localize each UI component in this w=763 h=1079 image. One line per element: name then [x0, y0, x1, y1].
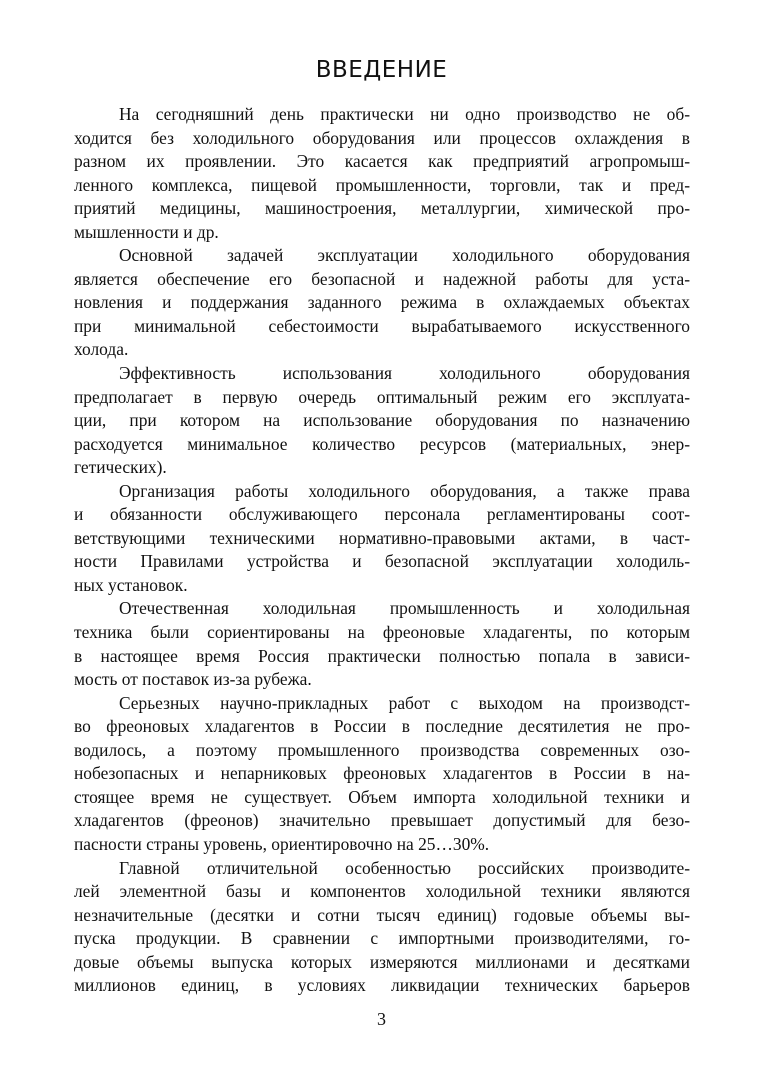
paragraph — [74, 857, 690, 998]
paragraph-line: новления и поддержания заданного режима в охлаждаемых объектах — [74, 292, 690, 313]
paragraph — [74, 480, 690, 598]
paragraph-line: Главной отличительной особенностью российских производите- — [119, 857, 690, 878]
paragraph — [74, 362, 690, 480]
paragraph-line: во фреоновых хладагентов в России в последние десятилетия не про- — [74, 716, 690, 737]
paragraph-line: расходуется минимальное количество ресурсов (материальных, энер- — [74, 433, 690, 454]
paragraph-line: Основной задачей эксплуатации холодильного оборудования — [119, 245, 690, 266]
paragraph-line: Эффективность использования холодильного оборудования — [119, 363, 690, 384]
page-title: ВВЕДЕНИЕ — [315, 57, 448, 83]
paragraph-line: предполагает в первую очередь оптимальный режим его эксплуата- — [74, 386, 690, 407]
paragraph-line: стоящее время не существует. Объем импорта холодильной техники и — [74, 786, 690, 807]
paragraph-line: ных установок. — [74, 574, 188, 595]
paragraph-line: холода. — [74, 339, 129, 360]
paragraph-line: приятий медицины, машиностроения, металлургии, химической про- — [74, 198, 690, 219]
paragraph-line: ности Правилами устройства и безопасной эксплуатации холодиль- — [74, 551, 690, 572]
paragraph-line: Серьезных научно-прикладных работ с выходом на производст- — [119, 692, 690, 713]
paragraph — [74, 692, 690, 857]
paragraph — [74, 103, 690, 244]
paragraph-line: ции, при котором на использование оборудования по назначению — [74, 410, 690, 431]
paragraph-line: в настоящее время Россия практически полностью попала в зависи- — [74, 645, 690, 666]
paragraph-line: хладагентов (фреонов) значительно превышает допустимый для безо- — [74, 810, 690, 831]
paragraph-line: ленного комплекса, пищевой промышленности, торговли, так и пред- — [74, 174, 690, 195]
paragraph-line: На сегодняшний день практически ни одно производство не об- — [119, 104, 690, 124]
paragraph — [74, 597, 690, 691]
paragraph-line: пасности страны уровень, ориентировочно на 25…30%. — [74, 833, 490, 854]
paragraph-line: миллионов единиц, в условиях ликвидации технических барьеров — [74, 975, 690, 996]
paragraph-line: и обязанности обслуживающего персонала регламентированы соот- — [74, 504, 690, 525]
paragraph-line: ветствующими техническими нормативно-правовыми актами, в част- — [74, 527, 690, 548]
paragraph-line: водилось, а поэтому промышленного производства современных озо- — [74, 739, 690, 760]
paragraph-line: Организация работы холодильного оборудования, а также права — [119, 480, 690, 501]
paragraph-line: нобезопасных и непарниковых фреоновых хладагентов в России в на- — [74, 763, 690, 784]
paragraph-line: гетических). — [74, 457, 167, 478]
paragraph-line: разном их проявлении. Это касается как предприятий агропромыш- — [74, 151, 690, 172]
page-number: 3 — [377, 1009, 386, 1029]
paragraph-line: лей элементной базы и компонентов холодильной техники являются — [74, 881, 690, 902]
paragraph — [74, 244, 690, 362]
paragraph-line: техника были сориентированы на фреоновые хладагенты, по которым — [74, 622, 690, 643]
paragraph-line: незначительные (десятки и сотни тысяч единиц) годовые объемы вы- — [74, 904, 690, 925]
paragraph-line: ходится без холодильного оборудования или процессов охлаждения в — [74, 127, 690, 148]
body-text — [74, 103, 690, 998]
paragraph-line: при минимальной себестоимости вырабатываемого искусственного — [74, 315, 690, 336]
paragraph-line: мость от поставок из-за рубежа. — [74, 669, 312, 690]
paragraph-line: довые объемы выпуска которых измеряются миллионами и десятками — [74, 951, 690, 972]
paragraph-line: пуска продукции. В сравнении с импортными производителями, го- — [74, 928, 690, 949]
paragraph-line: является обеспечение его безопасной и надежной работы для уста- — [74, 268, 690, 289]
paragraph-line: мышленности и др. — [74, 221, 219, 242]
paragraph-line: Отечественная холодильная промышленность и холодильная — [119, 598, 690, 619]
